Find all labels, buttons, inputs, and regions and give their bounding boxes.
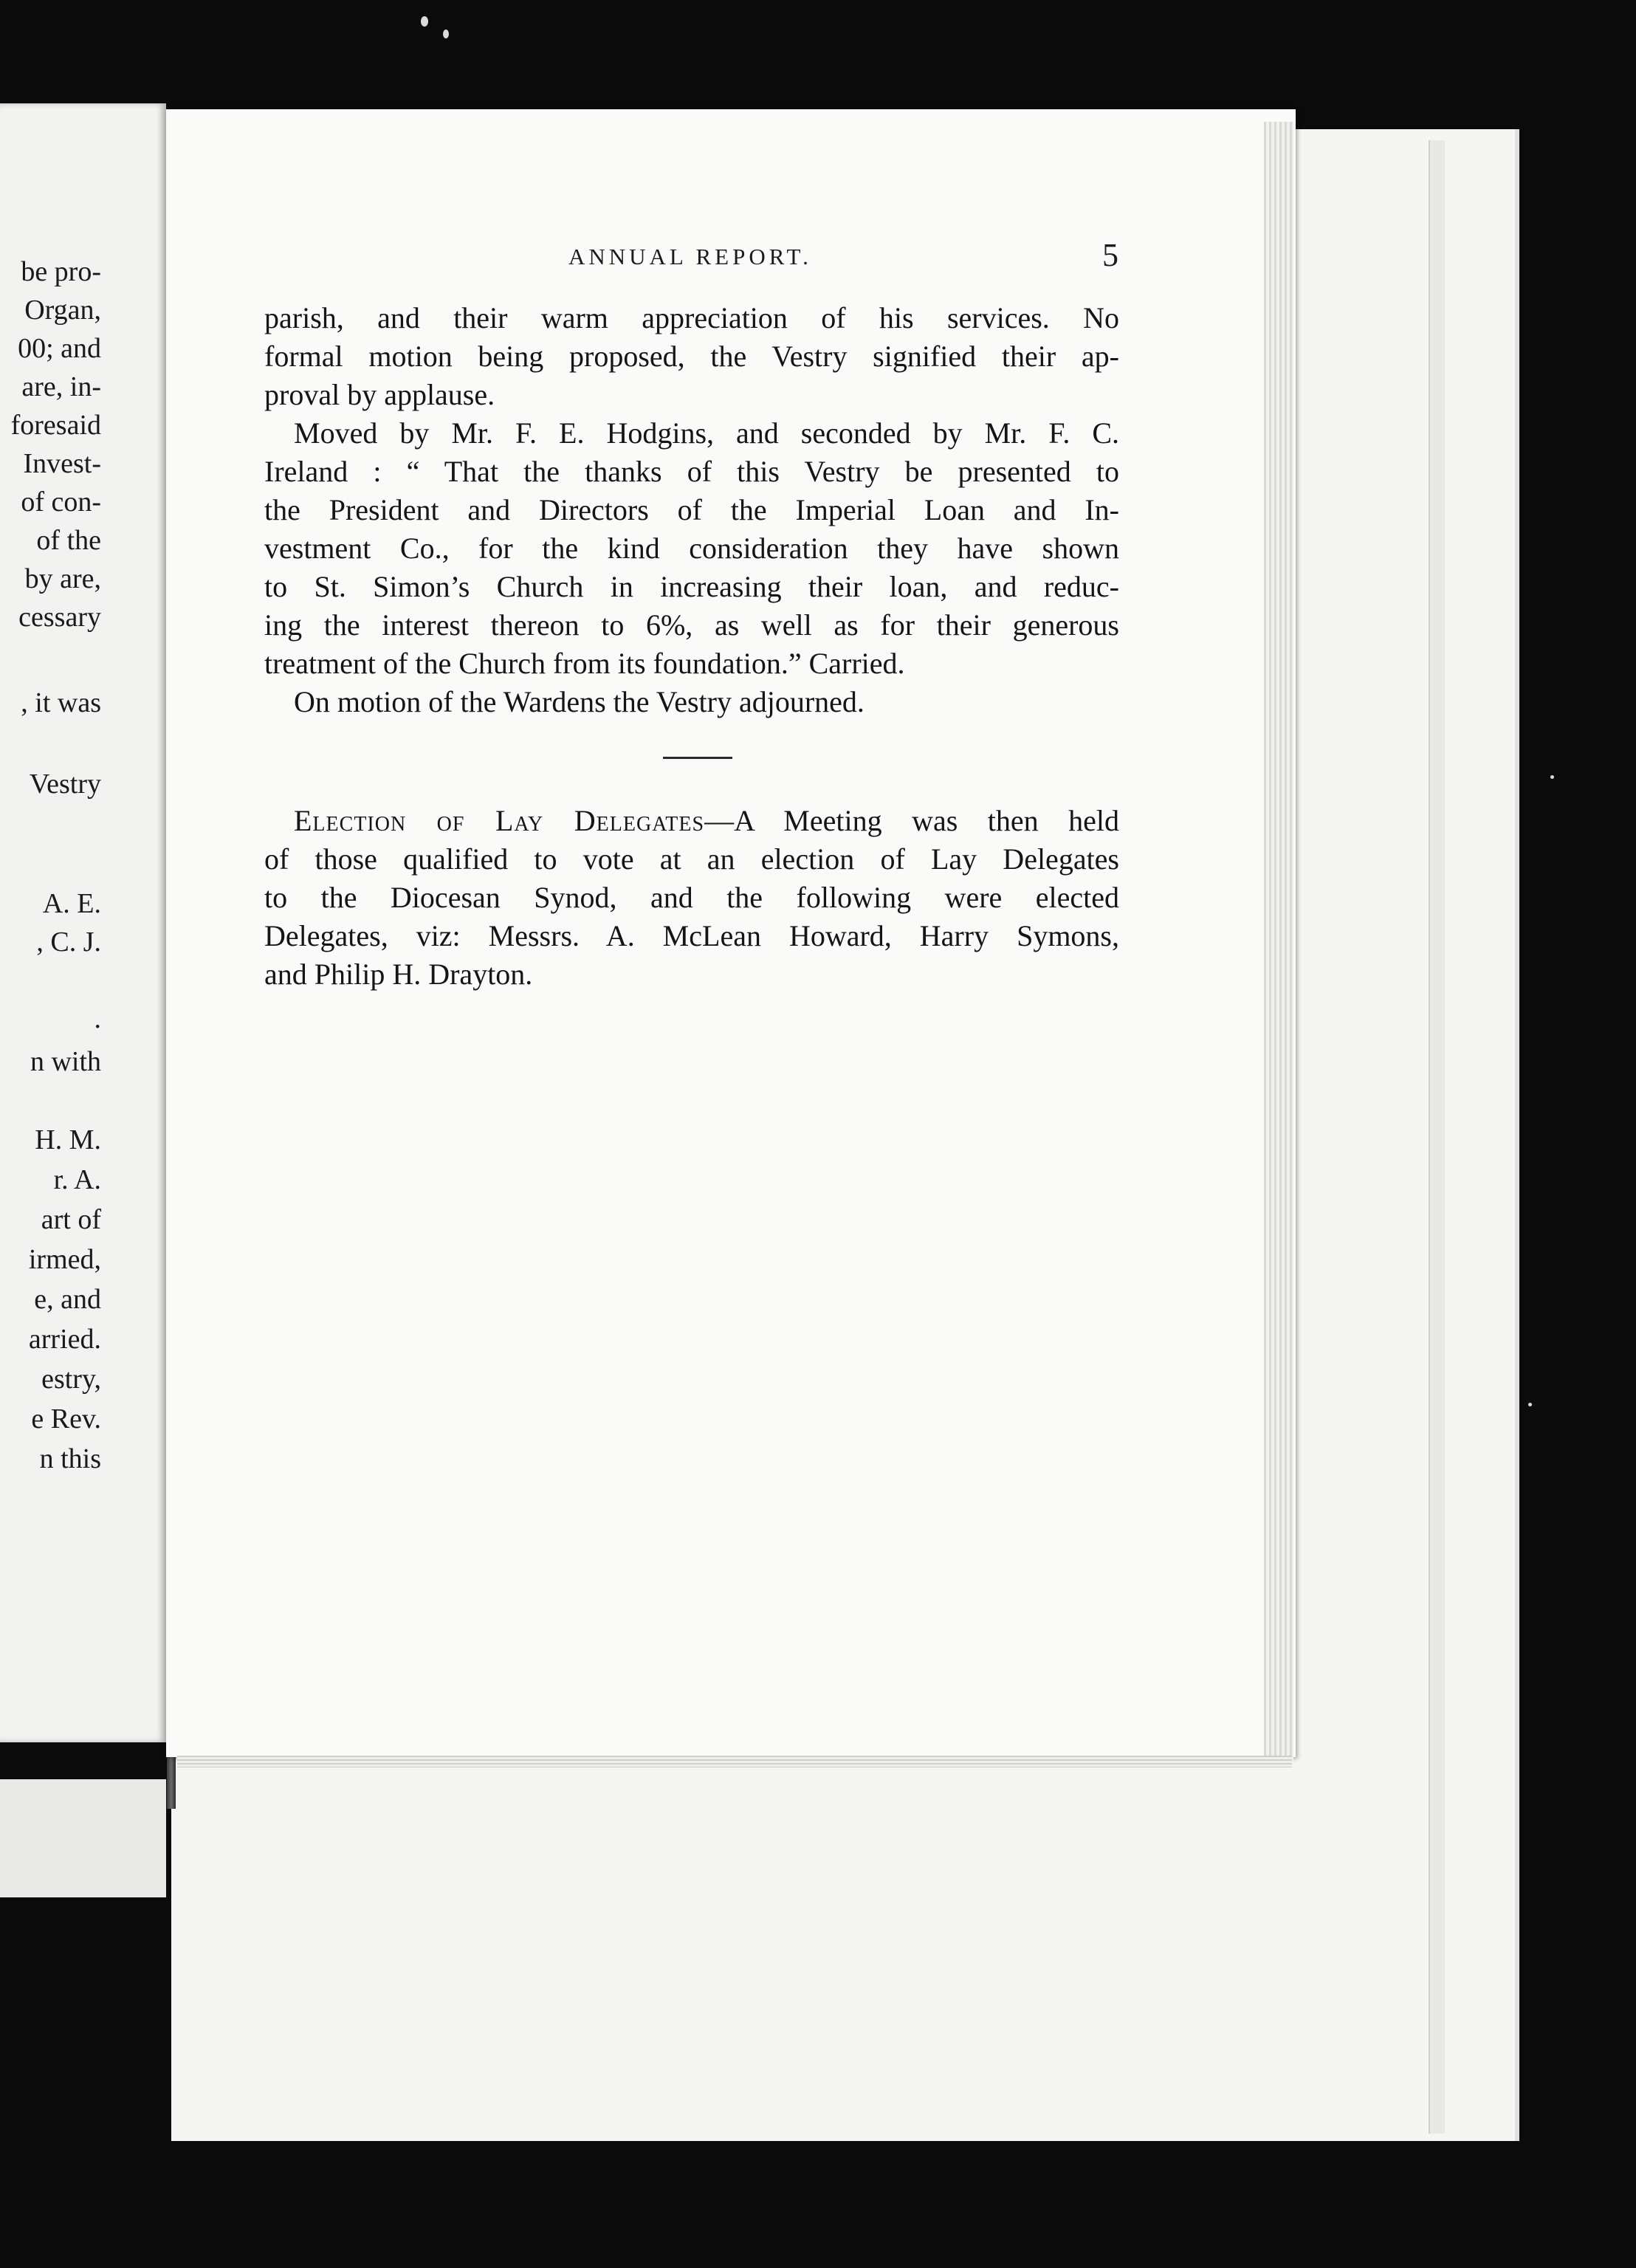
scan-speck [421, 16, 428, 27]
left-page-line: n this [39, 1443, 101, 1474]
left-page-line: of the [36, 525, 101, 556]
left-page-line: cessary [18, 602, 101, 633]
left-page-line: be pro- [21, 256, 101, 287]
left-page-line: foresaid [10, 410, 101, 441]
left-page-line: n with [30, 1046, 101, 1077]
text-line: parish, and their warm appreciation of his services. No [264, 301, 1119, 334]
left-page-line: by are, [24, 563, 101, 594]
scan-speck [1550, 775, 1554, 779]
left-page-line: , C. J. [36, 927, 101, 958]
section-gap [264, 759, 1119, 802]
left-page-line: arried. [28, 1324, 101, 1355]
page-number: 5 [1102, 237, 1118, 273]
left-page-lower-sheet [0, 1779, 166, 1897]
page-header [166, 238, 1296, 282]
text-line: to the Diocesan Synod, and the following were elected [264, 881, 1119, 914]
text-line: of those qualified to vote at an election of Lay Delegates [264, 842, 1119, 876]
text-line: vestment Co., for the kind consideration they have shown [264, 532, 1119, 565]
text-line: to St. Simon’s Church in increasing their loan, and reduc- [264, 570, 1119, 603]
text-line: Moved by Mr. F. E. Hodgins, and seconded by Mr. F. C. [294, 416, 1119, 450]
text-line: ing the interest thereon to 6%, as well as for their generous [264, 608, 1119, 642]
text-line: the President and Directors of the Imperial Loan and In- [264, 493, 1119, 526]
scan-speck [1528, 1403, 1532, 1406]
scan-speck [443, 30, 449, 38]
left-page-line: . [94, 1003, 101, 1034]
text-line: and Philip H. Drayton. [264, 958, 533, 991]
text-line: formal motion being proposed, the Vestry signified their ap- [264, 340, 1119, 373]
left-page-line: art of [41, 1204, 101, 1235]
left-page-line: A. E. [42, 888, 101, 919]
left-page-line: r. A. [53, 1164, 101, 1195]
left-page-line: estry, [41, 1364, 101, 1395]
text-line: treatment of the Church from its foundation.” Carried. [264, 647, 905, 680]
text-line: Delegates, viz: Messrs. A. McLean Howard, Harry Symons, [264, 919, 1119, 952]
text-line: On motion of the Wardens the Vestry adjourned. [294, 685, 865, 718]
left-page-line: irmed, [28, 1244, 101, 1275]
left-page-line: 00; and [18, 333, 101, 364]
left-page-line: Organ, [24, 295, 101, 326]
heading-continuation: —A Meeting was then held [704, 804, 1119, 837]
page-stack-edge [1264, 122, 1293, 1761]
section-heading: Election of Lay Delegates [294, 804, 705, 837]
text-line [264, 802, 1119, 840]
left-page-line: e, and [34, 1284, 101, 1315]
page-stack-bottom-edge [177, 1756, 1292, 1767]
left-page-line: , it was [21, 687, 101, 718]
left-page-line: Vestry [29, 769, 101, 800]
running-head: ANNUAL REPORT. [568, 244, 812, 269]
left-page-line: Invest- [23, 448, 101, 479]
section-gap [264, 721, 1119, 757]
text-line: Ireland : “ That the thanks of this Vestry be presented to [264, 455, 1119, 488]
text-line: proval by applause. [264, 378, 495, 411]
left-page-line: of con- [21, 487, 101, 518]
left-page-line: e Rev. [31, 1403, 101, 1434]
backing-sheet-edge [1429, 140, 1445, 2134]
left-page-line: are, in- [21, 371, 101, 402]
left-page-line: H. M. [35, 1124, 101, 1155]
page-body [264, 299, 1119, 994]
left-page [0, 103, 166, 1742]
